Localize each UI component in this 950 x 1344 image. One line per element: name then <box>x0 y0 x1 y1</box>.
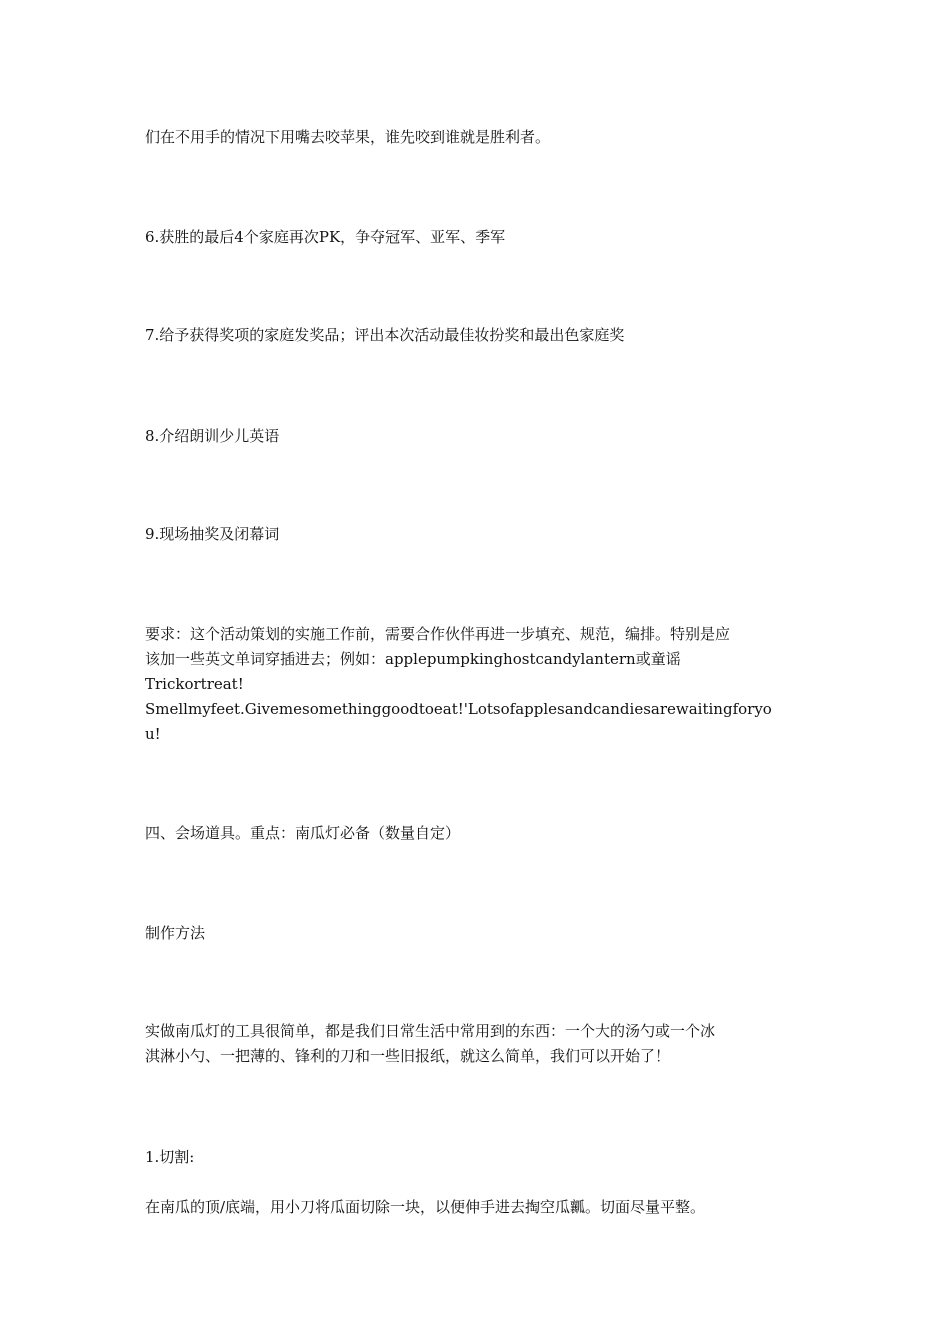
text-line: Smellmyfeet.Givemesomethinggoodtoeat!'Lotsofapplesandcandiesarewaitingforyo <box>145 700 772 718</box>
paragraph-requirements <box>145 622 815 747</box>
paragraph-step-9 <box>145 522 815 547</box>
paragraph-apple-bobbing-rule <box>145 125 815 150</box>
paragraph-step-8 <box>145 424 815 449</box>
step-heading-cutting <box>145 1145 815 1170</box>
paragraph-step-7 <box>145 323 815 348</box>
text-line: 6.获胜的最后4个家庭再次PK，争夺冠军、亚军、季军 <box>145 228 506 246</box>
text-line: u! <box>145 725 161 743</box>
text-line: 7.给予获得奖项的家庭发奖品；评出本次活动最佳妆扮奖和最出色家庭奖 <box>145 326 625 344</box>
text-line: 制作方法 <box>145 924 206 942</box>
section-heading-props <box>145 821 815 846</box>
text-line: 该加一些英文单词穿插进去；例如：applepumpkinghostcandylantern或童谣 <box>145 650 681 668</box>
text-line: 四、会场道具。重点：南瓜灯必备（数量自定） <box>145 824 461 842</box>
text-line: 9.现场抽奖及闭幕词 <box>145 525 280 543</box>
text-line: 在南瓜的顶/底端，用小刀将瓜面切除一块，以便伸手进去掏空瓜瓤。切面尽量平整。 <box>145 1198 706 1216</box>
paragraph-cutting-instructions <box>145 1195 815 1220</box>
paragraph-step-6 <box>145 225 815 250</box>
paragraph-tools <box>145 1019 815 1069</box>
text-line: 1.切割: <box>145 1148 195 1166</box>
text-line: 要求：这个活动策划的实施工作前，需要合作伙伴再进一步填充、规范，编排。特别是应 <box>145 625 731 643</box>
text-line: 实做南瓜灯的工具很简单，都是我们日常生活中常用到的东西：一个大的汤勺或一个冰 <box>145 1022 716 1040</box>
section-heading-method <box>145 921 815 946</box>
text-line: 8.介绍朗训少儿英语 <box>145 427 280 445</box>
text-line: 淇淋小勺、一把薄的、锋利的刀和一些旧报纸，就这么简单，我们可以开始了！ <box>145 1047 671 1065</box>
text-line: Trickortreat! <box>145 675 244 693</box>
text-line: 们在不用手的情况下用嘴去咬苹果，谁先咬到谁就是胜利者。 <box>145 128 551 146</box>
